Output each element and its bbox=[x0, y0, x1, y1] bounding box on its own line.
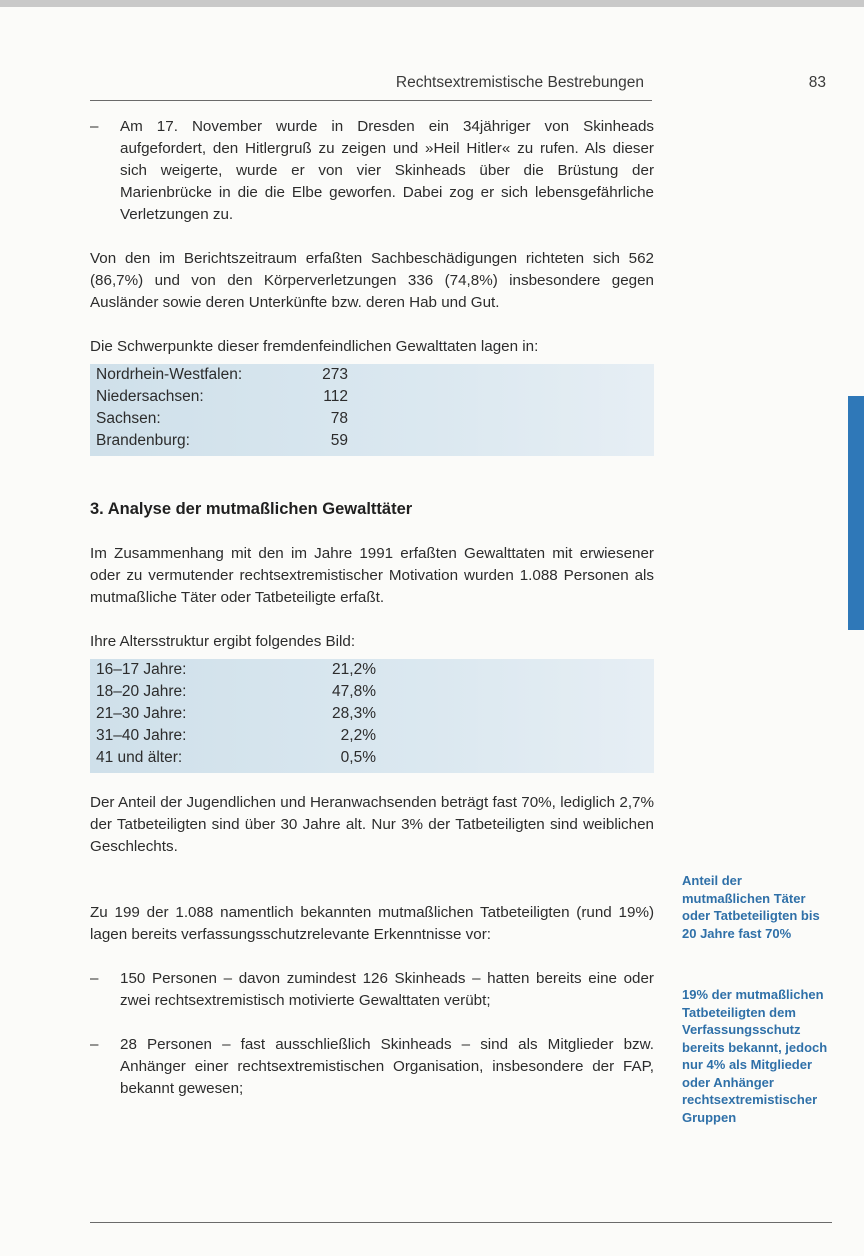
table-row bbox=[90, 703, 654, 725]
age-share: 47,8% bbox=[332, 683, 376, 700]
bullet-dash: – bbox=[90, 970, 99, 987]
context-paragraph: Im Zusammenhang mit den im Jahre 1991 erfaßten Gewalttaten mit erwiesener oder zu vermutender rechtsextremistischer Motivation wurden 1.088 Personen als mutmaßliche Täter oder Tatbeteiligte erfaßt. bbox=[90, 545, 654, 606]
table-row bbox=[90, 747, 654, 769]
age-share: 28,3% bbox=[332, 705, 376, 722]
page-number: 83 bbox=[808, 74, 826, 91]
section-heading: 3. Analyse der mutmaßlichen Gewalttäter bbox=[90, 500, 413, 518]
age-share: 0,5% bbox=[340, 749, 376, 766]
states-table bbox=[90, 364, 654, 456]
known-paragraph: Zu 199 der 1.088 namentlich bekannten mutmaßlichen Tatbeteiligten (rund 19%) lagen bereits verfassungsschutzrelevante Erkenntnisse vor: bbox=[90, 904, 654, 943]
state-count: 78 bbox=[330, 410, 348, 427]
age-range: 16–17 Jahre: bbox=[96, 661, 187, 678]
age-range: 41 und älter: bbox=[96, 749, 183, 766]
table-row bbox=[90, 408, 654, 430]
table-row bbox=[90, 430, 654, 452]
state-count: 273 bbox=[322, 366, 348, 383]
bullet-violence bbox=[90, 968, 654, 1012]
focus-paragraph: Die Schwerpunkte dieser fremdenfeindlichen Gewalttaten lagen in: bbox=[90, 338, 539, 355]
margin-note-age: Anteil der mutmaßlichen Täter oder Tatbeteiligten bis 20 Jahre fast 70% bbox=[682, 873, 820, 941]
share-paragraph: Der Anteil der Jugendlichen und Heranwachsenden beträgt fast 70%, lediglich 2,7% der Tatbeteiligten sind über 30 Jahre alt. Nur 3% der Tatbeteiligten sind weiblichen Geschlechts. bbox=[90, 794, 654, 855]
age-range: 18–20 Jahre: bbox=[96, 683, 187, 700]
bullet-text: 28 Personen – fast ausschließlich Skinheads – sind als Mitglieder bzw. Anhänger einer rechtsextremistischen Organisation, insbesondere der FAP, bekannt gewesen; bbox=[120, 1036, 654, 1097]
damage-paragraph: Von den im Berichtszeitraum erfaßten Sachbeschädigungen richteten sich 562 (86,7%) und von den Körperverletzungen 336 (74,8%) insbesondere gegen Ausländer sowie deren Unterkünfte bzw. deren Hab und Gut. bbox=[90, 250, 654, 311]
incident-bullet bbox=[90, 116, 654, 226]
age-intro-paragraph: Ihre Altersstruktur ergibt folgendes Bild: bbox=[90, 633, 356, 650]
table-row bbox=[90, 364, 654, 386]
age-range: 31–40 Jahre: bbox=[96, 727, 187, 744]
running-title: Rechtsextremistische Bestrebungen bbox=[395, 74, 644, 91]
age-range: 21–30 Jahre: bbox=[96, 705, 187, 722]
footer-rule bbox=[90, 1222, 832, 1223]
state-name: Niedersachsen: bbox=[96, 388, 204, 405]
state-name: Nordrhein-Westfalen: bbox=[96, 366, 243, 383]
state-count: 59 bbox=[330, 432, 348, 449]
running-header bbox=[90, 72, 832, 98]
age-share: 2,2% bbox=[340, 727, 376, 744]
bullet-dash: – bbox=[90, 118, 99, 135]
bullet-text: 150 Personen – davon zumindest 126 Skinheads – hatten bereits eine oder zwei rechtsextremistisch motivierte Gewalttaten verübt; bbox=[120, 970, 654, 1009]
bullet-dash: – bbox=[90, 1036, 99, 1053]
table-row bbox=[90, 386, 654, 408]
page-top-edge bbox=[0, 0, 864, 7]
state-name: Brandenburg: bbox=[96, 432, 190, 449]
main-text bbox=[90, 116, 654, 1100]
table-row bbox=[90, 725, 654, 747]
margin-note-known: 19% der mutmaßlichen Tatbeteiligten dem Verfassungsschutz bereits bekannt, jedoch nur 4% als Mitglieder oder Anhänger rechtsextremistischer Gruppen bbox=[682, 987, 828, 1125]
table-row bbox=[90, 681, 654, 703]
age-share: 21,2% bbox=[332, 661, 376, 678]
age-table bbox=[90, 659, 654, 773]
bullet-membership bbox=[90, 1034, 654, 1100]
state-count: 112 bbox=[323, 388, 348, 405]
state-name: Sachsen: bbox=[96, 410, 161, 427]
table-row bbox=[90, 659, 654, 681]
header-rule bbox=[90, 100, 652, 101]
incident-text: Am 17. November wurde in Dresden ein 34jähriger von Skinheads aufgefordert, den Hitlergruß zu zeigen und »Heil Hitler« zu rufen. Als dieser sich weigerte, wurde er von vier Skinheads über die Brüstung der Marienbrücke in die die Elbe geworfen. Dabei zog er sich lebensgefährliche Verletzungen zu. bbox=[120, 118, 654, 223]
chapter-tab-marker bbox=[848, 396, 864, 630]
